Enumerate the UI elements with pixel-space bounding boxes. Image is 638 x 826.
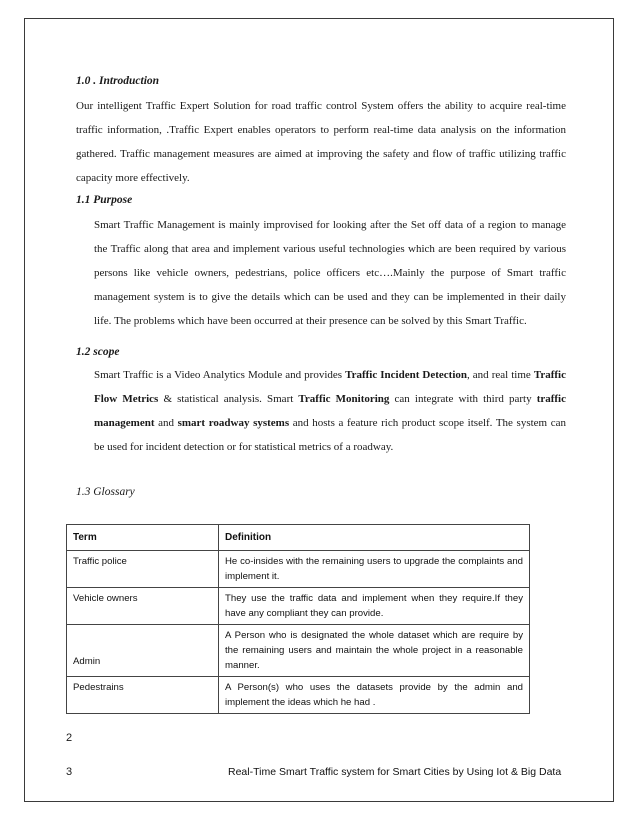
scope-text-4: can integrate with third party (389, 393, 537, 405)
glossary-table (66, 524, 530, 714)
glossary-term: Admin (67, 625, 219, 677)
scope-bold-flow-metrics: Traffic Flow Metrics (94, 369, 566, 405)
table-row (67, 677, 530, 714)
glossary-header-definition: Definition (219, 525, 530, 551)
table-row (67, 588, 530, 625)
scope-text-3: & statistical analysis. Smart (158, 393, 299, 405)
scope-text-6: and hosts a feature rich product scope itself. The system can be used for incident detection or for statistical metrics of a roadway. (94, 417, 566, 453)
glossary-heading: 1.3 Glossary (76, 486, 135, 498)
scope-bold-traffic-management: traffic management (94, 393, 566, 429)
purpose-heading: 1.1 Purpose (76, 194, 133, 206)
table-row (67, 551, 530, 588)
glossary-term: Pedestrains (67, 677, 219, 714)
scope-bold-traffic-monitoring: Traffic Monitoring (298, 393, 390, 405)
introduction-paragraph: Our intelligent Traffic Expert Solution for road traffic control System offers the ability to acquire real-time traffic information, .Traffic Expert enables operators to perform real-time data analysis on the information gathered. Traffic management measures are aimed at improving the safety and flow of traffic utilizing traffic capacity more effectively. (76, 100, 566, 184)
scope-paragraph (94, 363, 566, 459)
footer-title: Real-Time Smart Traffic system for Smart Cities by Using Iot & Big Data (228, 766, 562, 778)
footer-page-number: 3 (66, 766, 73, 778)
scope-text-5: and (154, 417, 178, 429)
glossary-term: Vehicle owners (67, 588, 219, 625)
purpose-paragraph: Smart Traffic Management is mainly improvised for looking after the Set off data of a region to manage the Traffic along that area and implement various useful technologies which are been required by various persons like vehicle owners, pedestrians, police officers etc….Mainly the purpose of Smart traffic management system is to give the details which can be used and they can be implemented in their daily life. The problems which have been occurred at their presence can be solved by this Smart Traffic. (94, 219, 566, 327)
scope-bold-incident-detection: Traffic Incident Detection (345, 369, 468, 381)
glossary-header-term: Term (67, 525, 219, 551)
scope-text-1: Smart Traffic is a Video Analytics Module and provides (94, 369, 346, 381)
glossary-header-row (67, 525, 530, 551)
glossary-definition: A Person who is designated the whole dataset which are require by the remaining users and maintain the whole project in a reasonable manner. (219, 625, 530, 677)
scope-heading: 1.2 scope (76, 346, 120, 358)
glossary-definition: He co-insides with the remaining users to upgrade the complaints and implement it. (219, 551, 530, 588)
inner-page-number: 2 (66, 732, 73, 744)
scope-bold-smart-roadway: smart roadway systems (177, 417, 290, 429)
scope-text-2: , and real time (467, 369, 534, 381)
table-row (67, 625, 530, 677)
glossary-definition: A Person(s) who uses the datasets provide by the admin and implement the ideas which he had . (219, 677, 530, 714)
glossary-definition: They use the traffic data and implement when they require.If they have any compliant they can provide. (219, 588, 530, 625)
introduction-heading: 1.0 . Introduction (76, 75, 160, 87)
glossary-term: Traffic police (67, 551, 219, 588)
